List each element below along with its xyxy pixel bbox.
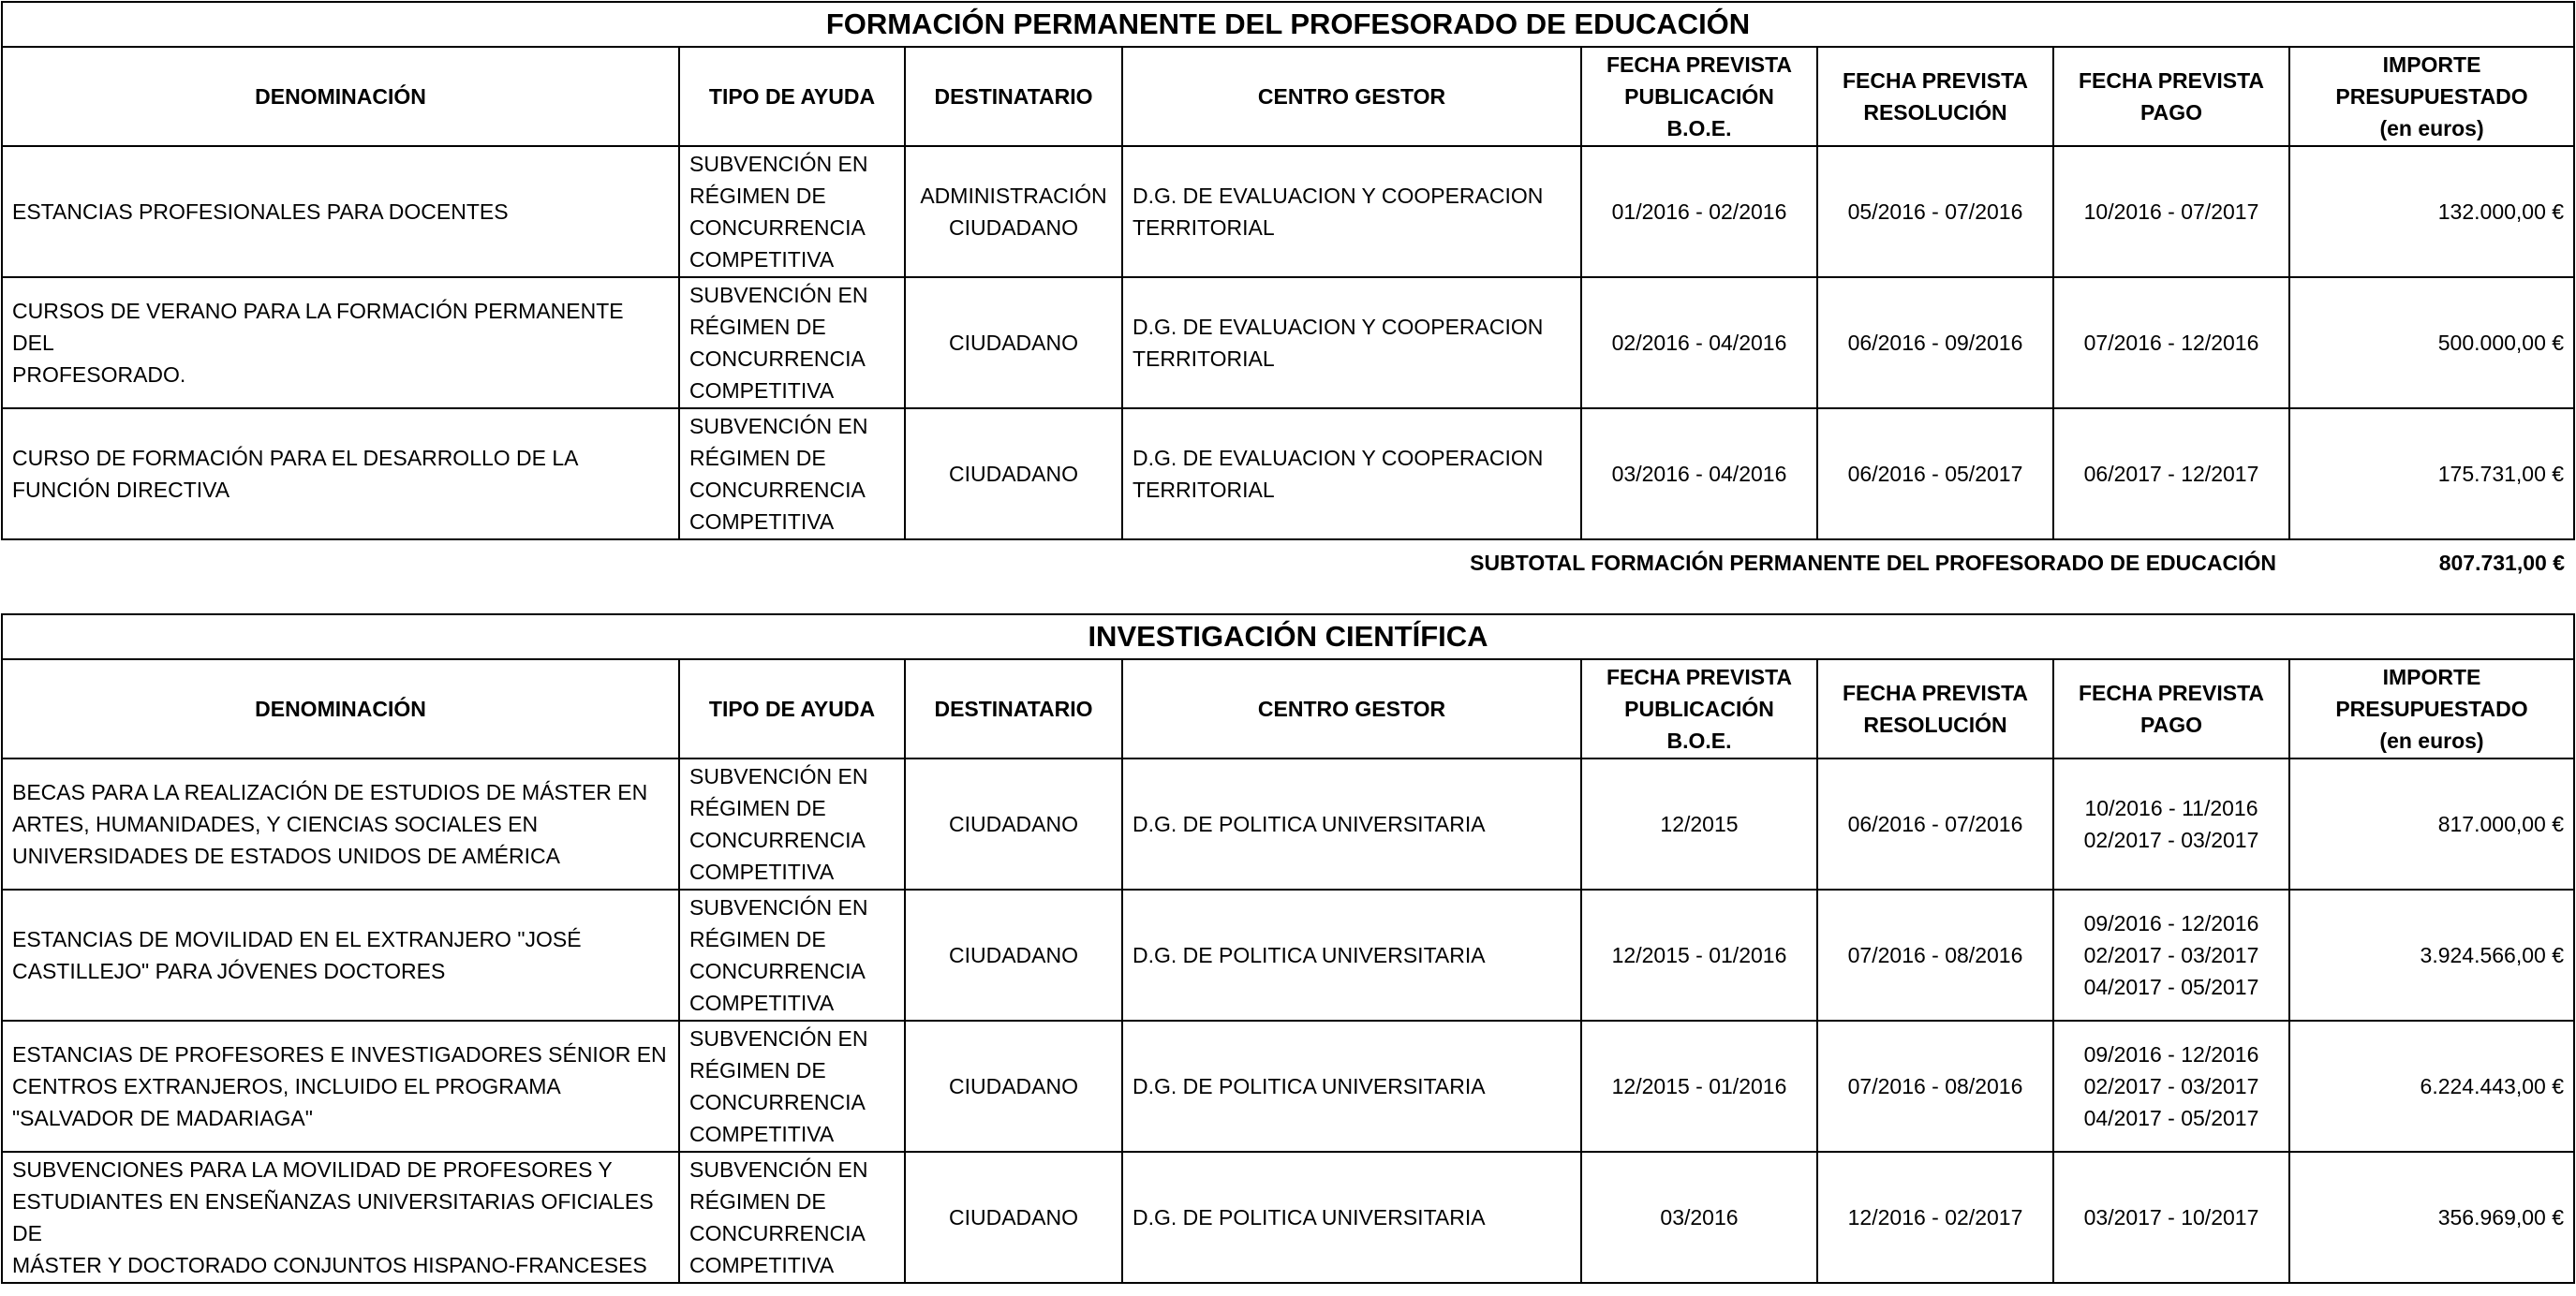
table-row	[2, 146, 2574, 277]
cell-importe: 500.000,00 €	[2289, 277, 2574, 408]
col-header-fecha-boe: FECHA PREVISTA PUBLICACIÓN B.O.E.	[1581, 659, 1817, 758]
table-row	[2, 408, 2574, 539]
cell-tipo-ayuda: SUBVENCIÓN EN RÉGIMEN DE CONCURRENCIA COMPETITIVA	[679, 758, 905, 890]
cell-tipo-ayuda: SUBVENCIÓN EN RÉGIMEN DE CONCURRENCIA COMPETITIVA	[679, 277, 905, 408]
cell-fecha-pago: 03/2017 - 10/2017	[2053, 1152, 2289, 1283]
cell-importe: 132.000,00 €	[2289, 146, 2574, 277]
col-header-importe: IMPORTE PRESUPUESTADO (en euros)	[2289, 47, 2574, 146]
cell-centro-gestor: D.G. DE EVALUACION Y COOPERACION TERRITORIAL	[1122, 146, 1581, 277]
cell-destinatario: ADMINISTRACIÓN CIUDADANO	[905, 146, 1122, 277]
cell-fecha-boe: 02/2016 - 04/2016	[1581, 277, 1817, 408]
cell-fecha-pago: 06/2017 - 12/2017	[2053, 408, 2289, 539]
cell-fecha-resolucion: 07/2016 - 08/2016	[1817, 890, 2053, 1021]
col-header-centro-gestor: CENTRO GESTOR	[1122, 47, 1581, 146]
cell-fecha-resolucion: 06/2016 - 07/2016	[1817, 758, 2053, 890]
cell-destinatario: CIUDADANO	[905, 758, 1122, 890]
cell-tipo-ayuda: SUBVENCIÓN EN RÉGIMEN DE CONCURRENCIA COMPETITIVA	[679, 408, 905, 539]
col-header-tipo-ayuda: TIPO DE AYUDA	[679, 47, 905, 146]
col-header-importe: IMPORTE PRESUPUESTADO (en euros)	[2289, 659, 2574, 758]
cell-destinatario: CIUDADANO	[905, 1152, 1122, 1283]
cell-importe: 817.000,00 €	[2289, 758, 2574, 890]
cell-tipo-ayuda: SUBVENCIÓN EN RÉGIMEN DE CONCURRENCIA COMPETITIVA	[679, 1021, 905, 1152]
cell-denominacion: CURSOS DE VERANO PARA LA FORMACIÓN PERMANENTE DEL PROFESORADO.	[2, 277, 679, 408]
cell-destinatario: CIUDADANO	[905, 890, 1122, 1021]
cell-fecha-resolucion: 12/2016 - 02/2017	[1817, 1152, 2053, 1283]
cell-denominacion: SUBVENCIONES PARA LA MOVILIDAD DE PROFESORES Y ESTUDIANTES EN ENSEÑANZAS UNIVERSITARIAS OFICIALES DE MÁSTER Y DOCTORADO CONJUNTOS HISPANO-FRANCESES	[2, 1152, 679, 1283]
col-header-fecha-resolucion: FECHA PREVISTA RESOLUCIÓN	[1817, 659, 2053, 758]
cell-tipo-ayuda: SUBVENCIÓN EN RÉGIMEN DE CONCURRENCIA COMPETITIVA	[679, 1152, 905, 1283]
cell-fecha-pago: 10/2016 - 07/2017	[2053, 146, 2289, 277]
cell-fecha-pago: 07/2016 - 12/2016	[2053, 277, 2289, 408]
cell-fecha-boe: 12/2015	[1581, 758, 1817, 890]
cell-centro-gestor: D.G. DE EVALUACION Y COOPERACION TERRITORIAL	[1122, 277, 1581, 408]
cell-tipo-ayuda: SUBVENCIÓN EN RÉGIMEN DE CONCURRENCIA COMPETITIVA	[679, 146, 905, 277]
cell-fecha-boe: 01/2016 - 02/2016	[1581, 146, 1817, 277]
cell-fecha-boe: 12/2015 - 01/2016	[1581, 890, 1817, 1021]
cell-fecha-boe: 12/2015 - 01/2016	[1581, 1021, 1817, 1152]
col-header-destinatario: DESTINATARIO	[905, 47, 1122, 146]
col-header-destinatario: DESTINATARIO	[905, 659, 1122, 758]
cell-importe: 6.224.443,00 €	[2289, 1021, 2574, 1152]
cell-centro-gestor: D.G. DE POLITICA UNIVERSITARIA	[1122, 758, 1581, 890]
cell-centro-gestor: D.G. DE POLITICA UNIVERSITARIA	[1122, 1152, 1581, 1283]
cell-centro-gestor: D.G. DE EVALUACION Y COOPERACION TERRITORIAL	[1122, 408, 1581, 539]
col-header-fecha-pago: FECHA PREVISTA PAGO	[2053, 47, 2289, 146]
cell-denominacion: ESTANCIAS DE MOVILIDAD EN EL EXTRANJERO "JOSÉ CASTILLEJO" PARA JÓVENES DOCTORES	[2, 890, 679, 1021]
cell-tipo-ayuda: SUBVENCIÓN EN RÉGIMEN DE CONCURRENCIA COMPETITIVA	[679, 890, 905, 1021]
cell-importe: 356.969,00 €	[2289, 1152, 2574, 1283]
cell-destinatario: CIUDADANO	[905, 277, 1122, 408]
cell-destinatario: CIUDADANO	[905, 1021, 1122, 1152]
col-header-tipo-ayuda: TIPO DE AYUDA	[679, 659, 905, 758]
cell-importe: 175.731,00 €	[2289, 408, 2574, 539]
cell-fecha-pago: 09/2016 - 12/2016 02/2017 - 03/2017 04/2017 - 05/2017	[2053, 890, 2289, 1021]
cell-denominacion: BECAS PARA LA REALIZACIÓN DE ESTUDIOS DE MÁSTER EN ARTES, HUMANIDADES, Y CIENCIAS SOCIALES EN UNIVERSIDADES DE ESTADOS UNIDOS DE AMÉRICA	[2, 758, 679, 890]
table-formacion-permanente	[1, 1, 2575, 540]
subtotal-value: 807.731,00 €	[2438, 551, 2565, 575]
subtotal-label: SUBTOTAL FORMACIÓN PERMANENTE DEL PROFESORADO DE EDUCACIÓN	[1470, 551, 2276, 575]
cell-fecha-resolucion: 07/2016 - 08/2016	[1817, 1021, 2053, 1152]
table-row	[2, 1021, 2574, 1152]
cell-centro-gestor: D.G. DE POLITICA UNIVERSITARIA	[1122, 890, 1581, 1021]
col-header-fecha-pago: FECHA PREVISTA PAGO	[2053, 659, 2289, 758]
cell-fecha-boe: 03/2016	[1581, 1152, 1817, 1283]
cell-centro-gestor: D.G. DE POLITICA UNIVERSITARIA	[1122, 1021, 1581, 1152]
cell-denominacion: ESTANCIAS PROFESIONALES PARA DOCENTES	[2, 146, 679, 277]
col-header-fecha-resolucion: FECHA PREVISTA RESOLUCIÓN	[1817, 47, 2053, 146]
cell-fecha-pago: 09/2016 - 12/2016 02/2017 - 03/2017 04/2017 - 05/2017	[2053, 1021, 2289, 1152]
cell-fecha-resolucion: 06/2016 - 05/2017	[1817, 408, 2053, 539]
col-header-denominacion: DENOMINACIÓN	[2, 47, 679, 146]
section-title: FORMACIÓN PERMANENTE DEL PROFESORADO DE EDUCACIÓN	[2, 2, 2574, 47]
cell-fecha-pago: 10/2016 - 11/2016 02/2017 - 03/2017	[2053, 758, 2289, 890]
cell-denominacion: ESTANCIAS DE PROFESORES E INVESTIGADORES SÉNIOR EN CENTROS EXTRANJEROS, INCLUIDO EL PROGRAMA "SALVADOR DE MADARIAGA"	[2, 1021, 679, 1152]
table-row	[2, 758, 2574, 890]
table-row	[2, 277, 2574, 408]
col-header-fecha-boe: FECHA PREVISTA PUBLICACIÓN B.O.E.	[1581, 47, 1817, 146]
cell-fecha-resolucion: 06/2016 - 09/2016	[1817, 277, 2053, 408]
cell-denominacion: CURSO DE FORMACIÓN PARA EL DESARROLLO DE LA FUNCIÓN DIRECTIVA	[2, 408, 679, 539]
cell-fecha-resolucion: 05/2016 - 07/2016	[1817, 146, 2053, 277]
table-row	[2, 890, 2574, 1021]
section-title: INVESTIGACIÓN CIENTÍFICA	[2, 614, 2574, 659]
cell-destinatario: CIUDADANO	[905, 408, 1122, 539]
cell-importe: 3.924.566,00 €	[2289, 890, 2574, 1021]
table-row	[2, 1152, 2574, 1283]
col-header-denominacion: DENOMINACIÓN	[2, 659, 679, 758]
table-investigacion-cientifica	[1, 613, 2575, 1284]
cell-fecha-boe: 03/2016 - 04/2016	[1581, 408, 1817, 539]
col-header-centro-gestor: CENTRO GESTOR	[1122, 659, 1581, 758]
